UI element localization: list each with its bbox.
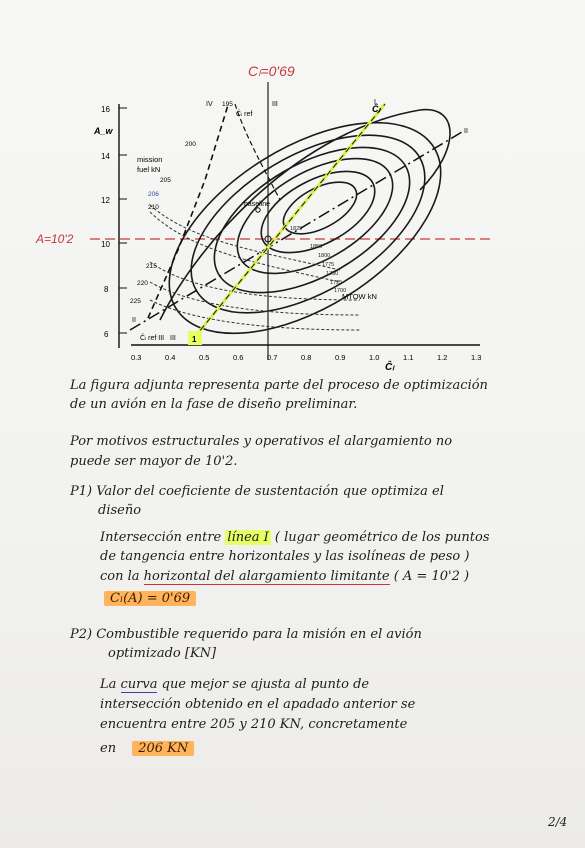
- fuel-205: 205: [160, 177, 171, 184]
- label-i-top: I: [374, 99, 376, 106]
- label-ii-left: II: [132, 317, 136, 324]
- x-tick-1.0: 1.0: [369, 353, 380, 362]
- mtow-1750: 1750: [326, 271, 339, 277]
- label-iv: IV: [206, 101, 213, 108]
- x-axis-label: Ĉₗ: [385, 362, 394, 373]
- mtow-values: [290, 226, 346, 294]
- fuel-210: 210: [148, 204, 159, 211]
- p2-answer-pre: La: [100, 677, 121, 692]
- y-tick-6: 6: [104, 330, 109, 339]
- x-tick-0.4: 0.4: [165, 353, 176, 362]
- label-iii-bottom: III: [170, 335, 176, 342]
- p1-answer-line2: de tangencia entre horizontales y las isolíneas de peso ): [100, 549, 470, 564]
- p2-question-line1: P2) Combustible requerido para la misión en el avión: [70, 627, 422, 642]
- y-axis-label: A_w: [94, 126, 113, 136]
- mtow-1825: 1825: [290, 226, 303, 232]
- mtow-1850: 1850: [310, 244, 323, 250]
- cl-ref-bottom: Ĉₗ ref III: [140, 335, 165, 342]
- x-tick-1.3: 1.3: [471, 353, 482, 362]
- p1-answer-pre: Intersección entre: [100, 530, 226, 545]
- p2-answer-line2: intersección obtenido en el apadado anterior se: [100, 697, 416, 712]
- x-tick-1.1: 1.1: [403, 353, 414, 362]
- a-limit-annotation: A=10'2: [36, 232, 74, 246]
- x-ticks: [131, 353, 481, 362]
- fuel-label-2: fuel kN: [137, 165, 161, 174]
- p2-answer-underlined: curva: [120, 677, 158, 692]
- fuel-215: 215: [146, 263, 157, 270]
- fuel-195: 195: [222, 101, 233, 108]
- x-tick-0.7: 0.7: [267, 353, 278, 362]
- x-tick-1.2: 1.2: [437, 353, 448, 362]
- cl-ref-label: Ĉₗ ref: [236, 111, 253, 118]
- fuel-200: 200: [185, 141, 196, 148]
- para1-line1: La figura adjunta representa parte del proceso de optimización: [70, 378, 488, 393]
- p1-question-line2: diseño: [98, 503, 142, 518]
- optimization-chart: [0, 0, 585, 380]
- mtow-1800: 1800: [318, 253, 331, 259]
- p2-answer-post: que mejor se ajusta al punto de: [157, 677, 370, 692]
- label-ii-right: II: [464, 128, 468, 135]
- y-ticks: [101, 105, 127, 339]
- p1-answer-highlight: línea I: [227, 530, 269, 545]
- p1-answer-line3: [100, 569, 469, 584]
- fuel-225: 225: [130, 298, 141, 305]
- p2-result-highlight: 206 KN: [132, 741, 194, 756]
- p1-result-highlight: Cₗ(A) = 0'69: [104, 591, 196, 606]
- para1-line2: de un avión en la fase de diseño preliminar.: [70, 397, 358, 412]
- label-iii-top: III: [272, 101, 278, 108]
- p1-answer-post: ( lugar geométrico de los puntos: [270, 530, 490, 545]
- y-tick-16: 16: [101, 105, 110, 114]
- p1-question-line1: P1) Valor del coeficiente de sustentación que optimiza el: [70, 484, 444, 499]
- mtow-1700: 1700: [334, 288, 347, 294]
- p1-answer3-post: ( A = 10'2 ): [389, 569, 470, 584]
- p2-answer-line3: encuentra entre 205 y 210 KN, concretamente: [100, 717, 408, 732]
- x-tick-0.8: 0.8: [301, 353, 312, 362]
- fuel-220: 220: [137, 280, 148, 287]
- p2-answer-line1: [100, 677, 369, 692]
- x-tick-0.5: 0.5: [199, 353, 210, 362]
- p2-answer4-pre: en: [100, 741, 117, 756]
- baseline-label: baseline: [244, 201, 271, 208]
- para2-line2: puede ser mayor de 10'2.: [70, 454, 238, 469]
- y-tick-10: 10: [101, 240, 110, 249]
- p2-answer-line4: [100, 741, 194, 756]
- fuel-label: mission: [137, 155, 163, 164]
- cl-annotation: Cₗ=0'69: [248, 63, 295, 79]
- p1-result: [104, 591, 196, 606]
- p1-answer3-underlined: horizontal del alargamiento limitante: [143, 569, 390, 584]
- y-tick-14: 14: [101, 152, 110, 161]
- mtow-1775: 1775: [322, 262, 335, 268]
- y-tick-8: 8: [104, 285, 109, 294]
- mtow-label: MTOW kN: [342, 292, 377, 301]
- y-tick-12: 12: [101, 196, 110, 205]
- p1-answer3-pre: con la: [100, 569, 144, 584]
- p2-question-line2: optimizado [KN]: [108, 646, 217, 661]
- p1-answer-line1: [100, 530, 490, 545]
- line-i-mark: 1: [192, 335, 197, 344]
- fuel-206: 206: [148, 191, 159, 198]
- para2-line1: Por motivos estructurales y operativos el alargamiento no: [70, 434, 453, 449]
- cl-top-label: Ĉₗ: [372, 104, 380, 114]
- x-tick-0.6: 0.6: [233, 353, 244, 362]
- x-tick-0.3: 0.3: [131, 353, 142, 362]
- x-tick-0.9: 0.9: [335, 353, 346, 362]
- page-number: 2/4: [548, 815, 568, 829]
- mtow-1725: 1725: [330, 280, 343, 286]
